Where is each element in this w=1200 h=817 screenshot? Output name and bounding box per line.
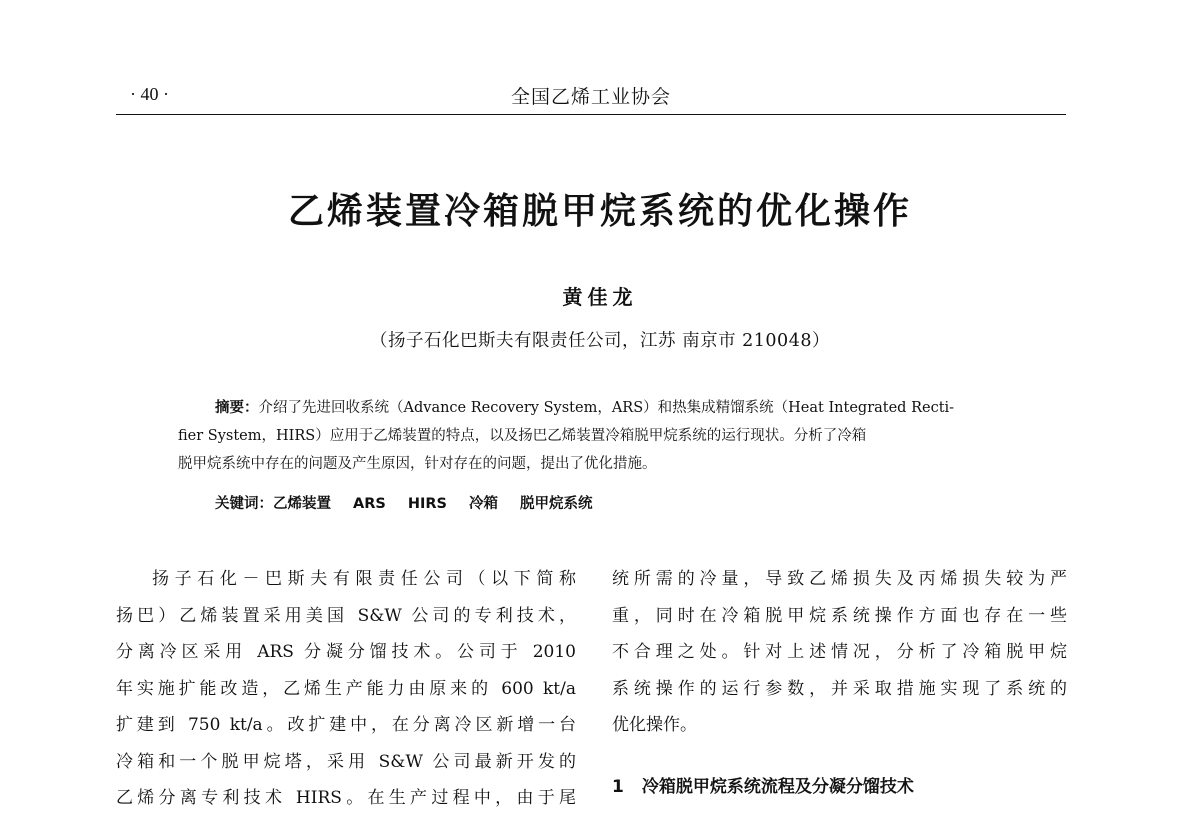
abstract-text: 介绍了先进回收系统（Advance Recovery System，ARS）和热集成精馏系统（Heat Integrated Recti-: [258, 400, 955, 416]
body-line: 统所需的冷量，导致乙烯损失及丙烯损失较为严: [612, 569, 1067, 589]
section-number: 1: [612, 777, 624, 797]
body-line: 年实施扩能改造，乙烯生产能力由原来的 600 kt/a: [116, 678, 576, 699]
journal-name: 全国乙烯工业协会: [510, 86, 671, 108]
body-line: 乙烯分离专利技术 HIRS。在生产过程中，由于尾: [116, 788, 576, 808]
abstract: [178, 394, 1023, 478]
body-line: 冷箱和一个脱甲烷塔，采用 S&W 公司最新开发的: [116, 751, 576, 772]
body-line: 优化操作。: [612, 715, 697, 735]
body-line: 扩建到 750 kt/a。改扩建中，在分离冷区新增一台: [116, 715, 576, 735]
author-affiliation: （扬子石化巴斯夫有限责任公司，江苏 南京市 210048）: [370, 331, 830, 351]
keywords: [215, 492, 614, 513]
keyword: 脱甲烷系统: [519, 496, 593, 512]
body-left-column: [116, 561, 576, 817]
section-heading: [612, 772, 914, 797]
article-title: 乙烯装置冷箱脱甲烷系统的优化操作: [287, 191, 912, 232]
abstract-line: fier System，HIRS）应用于乙烯装置的特点，以及扬巴乙烯装置冷箱脱甲烷系统的运行现状。分析了冷箱: [178, 428, 867, 444]
author-name: 黄佳龙: [562, 285, 638, 309]
page-number: · 40 ·: [130, 84, 169, 104]
body-line: 系统操作的运行参数，并采取措施实现了系统的: [612, 678, 1067, 699]
keyword: ARS: [353, 496, 386, 512]
body-right-column: [612, 561, 1067, 744]
keyword: HIRS: [407, 496, 447, 512]
body-line: 不合理之处。针对上述情况，分析了冷箱脱甲烷: [612, 642, 1067, 662]
body-line: 扬巴）乙烯装置采用美国 S&W 公司的专利技术，: [116, 605, 576, 626]
body-line: 重，同时在冷箱脱甲烷系统操作方面也存在一些: [612, 605, 1067, 626]
abstract-line: 脱甲烷系统中存在的问题及产生原因，针对存在的问题，提出了优化措施。: [178, 456, 657, 472]
keywords-label: 关键词：: [215, 496, 273, 512]
abstract-label: 摘要：: [215, 400, 259, 416]
section-title: 冷箱脱甲烷系统流程及分凝分馏技术: [641, 777, 914, 797]
running-header: [116, 80, 1066, 115]
body-line: 扬子石化－巴斯夫有限责任公司（以下简称: [152, 569, 576, 589]
body-line: 分离冷区采用 ARS 分凝分馏技术。公司于 2010: [116, 642, 576, 662]
keyword: 乙烯装置: [273, 496, 331, 512]
abstract-line: [178, 394, 1023, 422]
keyword: 冷箱: [468, 496, 498, 512]
